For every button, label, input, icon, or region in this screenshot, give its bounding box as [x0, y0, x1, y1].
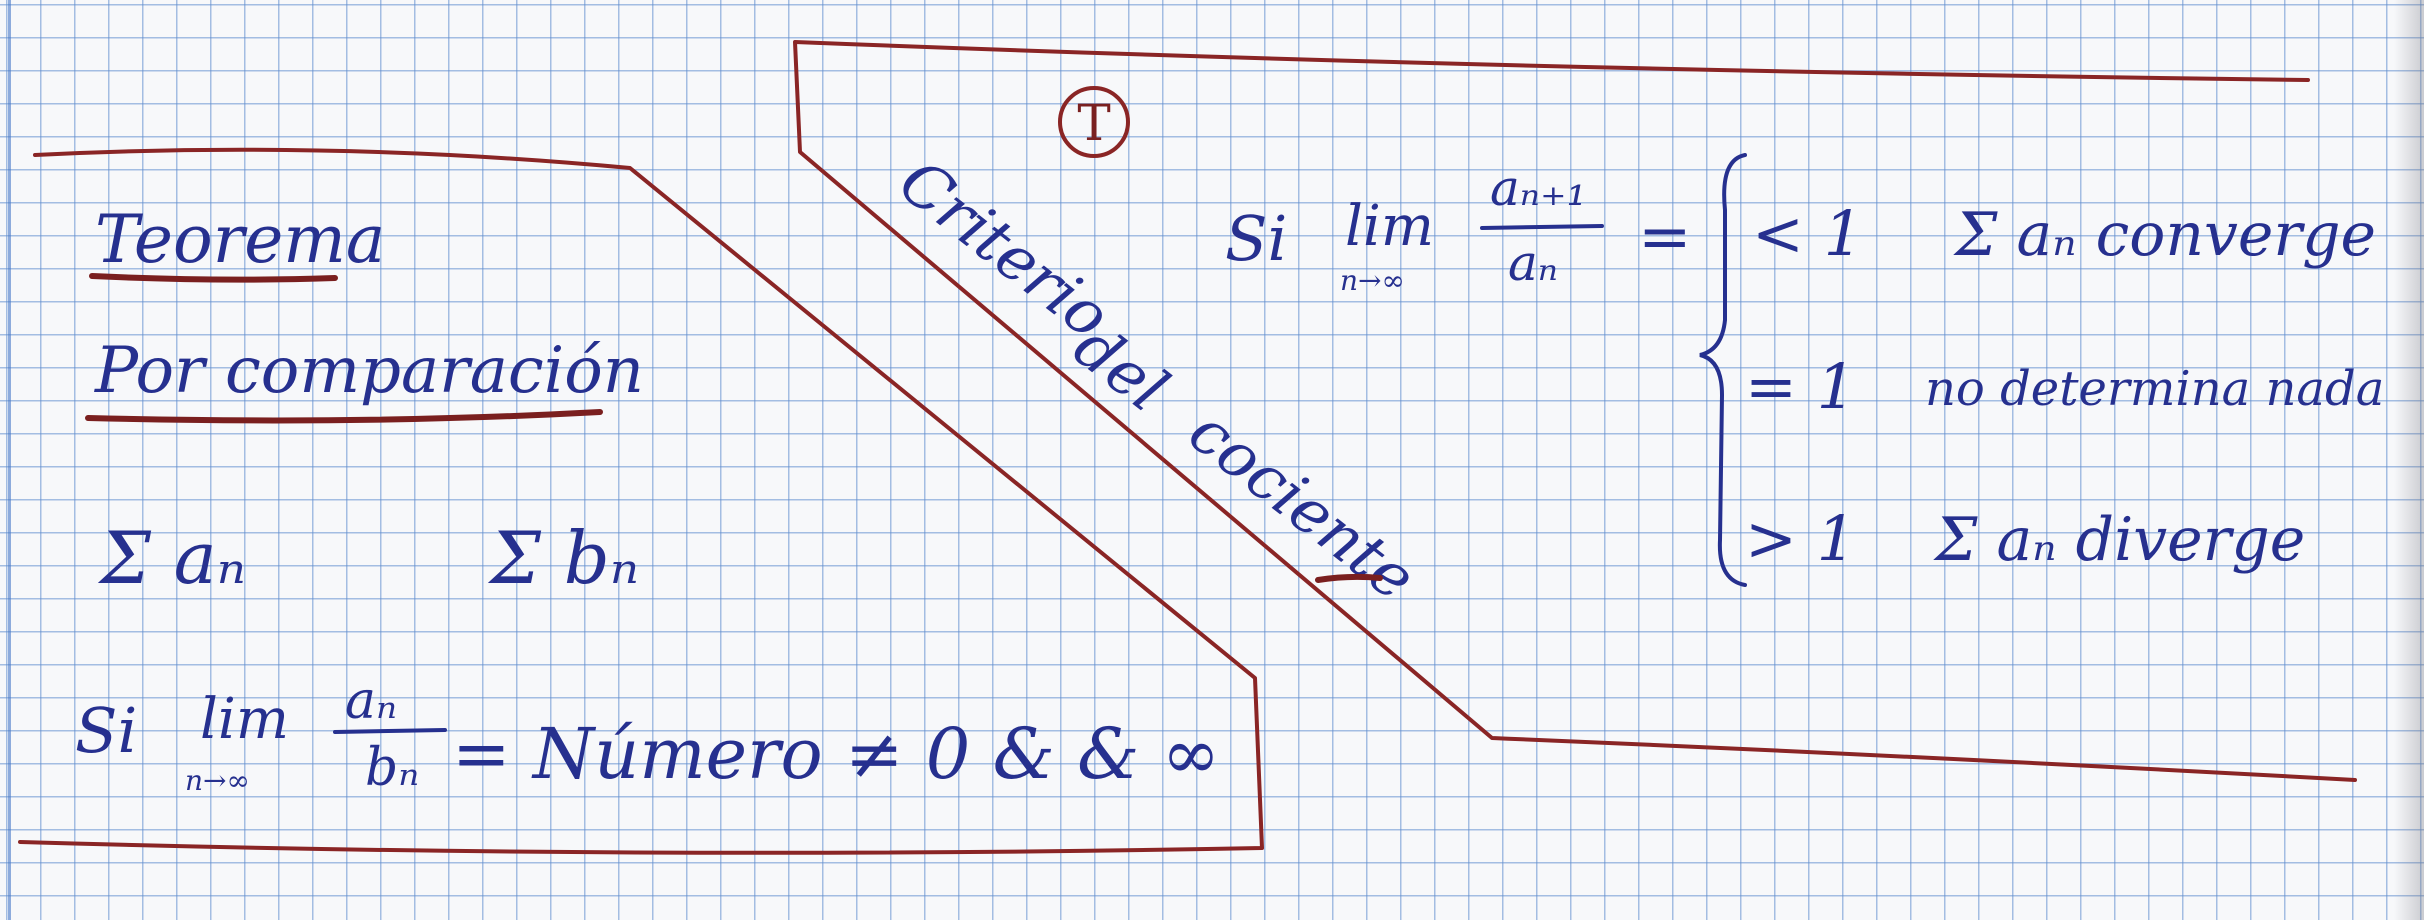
- diagonal-word-cociente: cociente: [1175, 394, 1430, 615]
- case-1-result: Σ aₙ converge: [1955, 200, 2377, 270]
- case-2-result: no determina nada: [1925, 361, 2385, 417]
- left-fraction-numerator: aₙ: [345, 671, 398, 731]
- series-a: Σ aₙ: [100, 516, 246, 600]
- subtitle-underline: [88, 412, 600, 420]
- right-equals: =: [1638, 200, 1692, 274]
- case-3-result: Σ aₙ diverge: [1935, 505, 2306, 575]
- left-fraction-denominator: bₙ: [365, 738, 420, 798]
- theorem-marker-letter: T: [1077, 94, 1111, 152]
- right-lim: lim: [1345, 194, 1434, 259]
- right-lim-sub: n→∞: [1340, 264, 1405, 297]
- case-1-condition: < 1: [1752, 197, 1864, 270]
- left-si: Si: [75, 694, 138, 767]
- left-lim: lim: [200, 687, 289, 752]
- theorem-title: Teorema: [95, 201, 386, 278]
- series-b: Σ bₙ: [490, 516, 640, 600]
- diagonal-underline: [1318, 577, 1380, 580]
- diagonal-word-criterio: Criterio: [885, 144, 1125, 353]
- right-fraction-denominator: aₙ: [1508, 234, 1559, 292]
- title-underline: [92, 276, 335, 280]
- right-si: Si: [1225, 202, 1288, 275]
- left-fraction-bar: [335, 730, 445, 732]
- right-fraction-numerator: aₙ₊₁: [1490, 159, 1587, 217]
- comparison-subtitle: Por comparación: [95, 334, 644, 408]
- cases-brace: [1700, 155, 1745, 585]
- diagonal-word-del: del: [1060, 309, 1182, 427]
- left-condition-result: = Número ≠ 0 & & ∞: [452, 713, 1221, 795]
- left-lim-sub: n→∞: [185, 764, 250, 797]
- case-2-condition: = 1: [1745, 350, 1857, 423]
- case-3-condition: > 1: [1745, 502, 1857, 575]
- right-fraction-bar: [1482, 226, 1602, 228]
